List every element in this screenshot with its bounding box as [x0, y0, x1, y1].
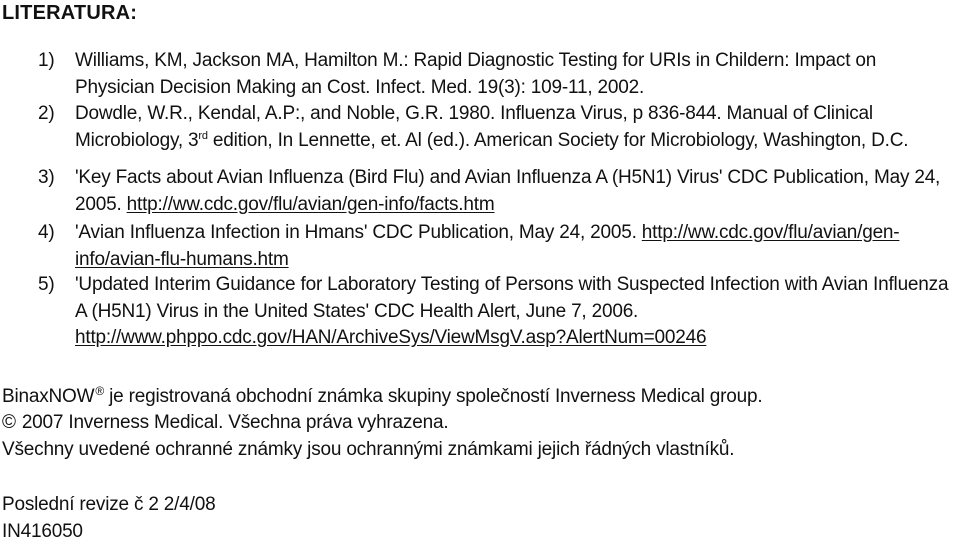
reference-text-continued: edition, In Lennette, et. Al (ed.). American Society for Microbiology, Washington, D.C. — [207, 129, 909, 151]
reference-number: 4) — [38, 222, 55, 243]
brand-name: BinaxNOW — [2, 386, 95, 407]
reference-link[interactable]: http://ww.cdc.gov/flu/avian/gen-info/facts.htm — [126, 193, 495, 215]
reference-text-wrapper — [75, 165, 953, 218]
revision-line: Poslední revize č 2 2/4/08 — [2, 494, 216, 515]
literature-heading: LITERATURA: — [2, 2, 138, 24]
reference-item-5 — [38, 272, 953, 352]
reference-number: 1) — [38, 50, 55, 71]
reference-item-3 — [38, 165, 953, 218]
reference-number: 3) — [38, 167, 55, 188]
reference-item-1 — [38, 48, 953, 101]
reference-number: 2) — [38, 103, 55, 124]
reference-text-wrapper — [75, 220, 953, 273]
trademark-text: je registrovaná obchodní známka skupiny společností Inverness Medical group. — [104, 386, 763, 407]
registered-trademark-icon: ® — [95, 384, 105, 398]
reference-item-4 — [38, 220, 953, 273]
reference-link[interactable]: http://www.phppo.cdc.gov/HAN/ArchiveSys/ViewMsgV.asp?AlertNum=00246 — [75, 327, 707, 348]
trademark-notice — [2, 384, 762, 408]
trademarks-ownership-notice: Všechny uvedené ochranné známky jsou ochrannými známkami jejich řádných vlastníků. — [2, 439, 735, 460]
reference-text: Williams, KM, Jackson MA, Hamilton M.: Rapid Diagnostic Testing for URIs in Childern: Impact on Physician Decision Making an Cost. Infect. Med. 19(3): 109-11, 2002. — [75, 50, 877, 98]
reference-text: Dowdle, W.R., Kendal, A.P:, and Noble, G.R. 1980. Influenza Virus, p 836-844. Manual of Clinical Microbiology, 3 — [75, 103, 873, 151]
reference-text: 'Avian Influenza Infection in Hmans' CDC Publication, May 24, 2005. — [75, 222, 642, 243]
reference-text-wrapper — [75, 272, 953, 352]
copyright-icon: © — [2, 412, 16, 433]
reference-text-wrapper — [75, 101, 953, 154]
reference-text: 'Updated Interim Guidance for Laboratory Testing of Persons with Suspected Infection with Avian Influenza A (H5N1) Virus in the United States' CDC Health Alert, June 7, 2006. — [75, 274, 949, 322]
reference-number: 5) — [38, 274, 55, 295]
reference-text: 'Key Facts about Avian Influenza (Bird Flu) and Avian Influenza A (H5N1) Virus' CDC Publication, May 24, 2005. — [75, 167, 941, 215]
reference-link[interactable]: http://ww.cdc.gov/flu/avian/gen-info/avian-flu-humans.htm — [75, 222, 900, 270]
copyright-line — [2, 412, 448, 434]
reference-item-2 — [38, 101, 953, 154]
copyright-text: 2007 Inverness Medical. Všechna práva vyhrazena. — [21, 412, 449, 433]
ordinal-superscript: rd — [198, 129, 208, 142]
document-code: IN416050 — [2, 521, 83, 542]
